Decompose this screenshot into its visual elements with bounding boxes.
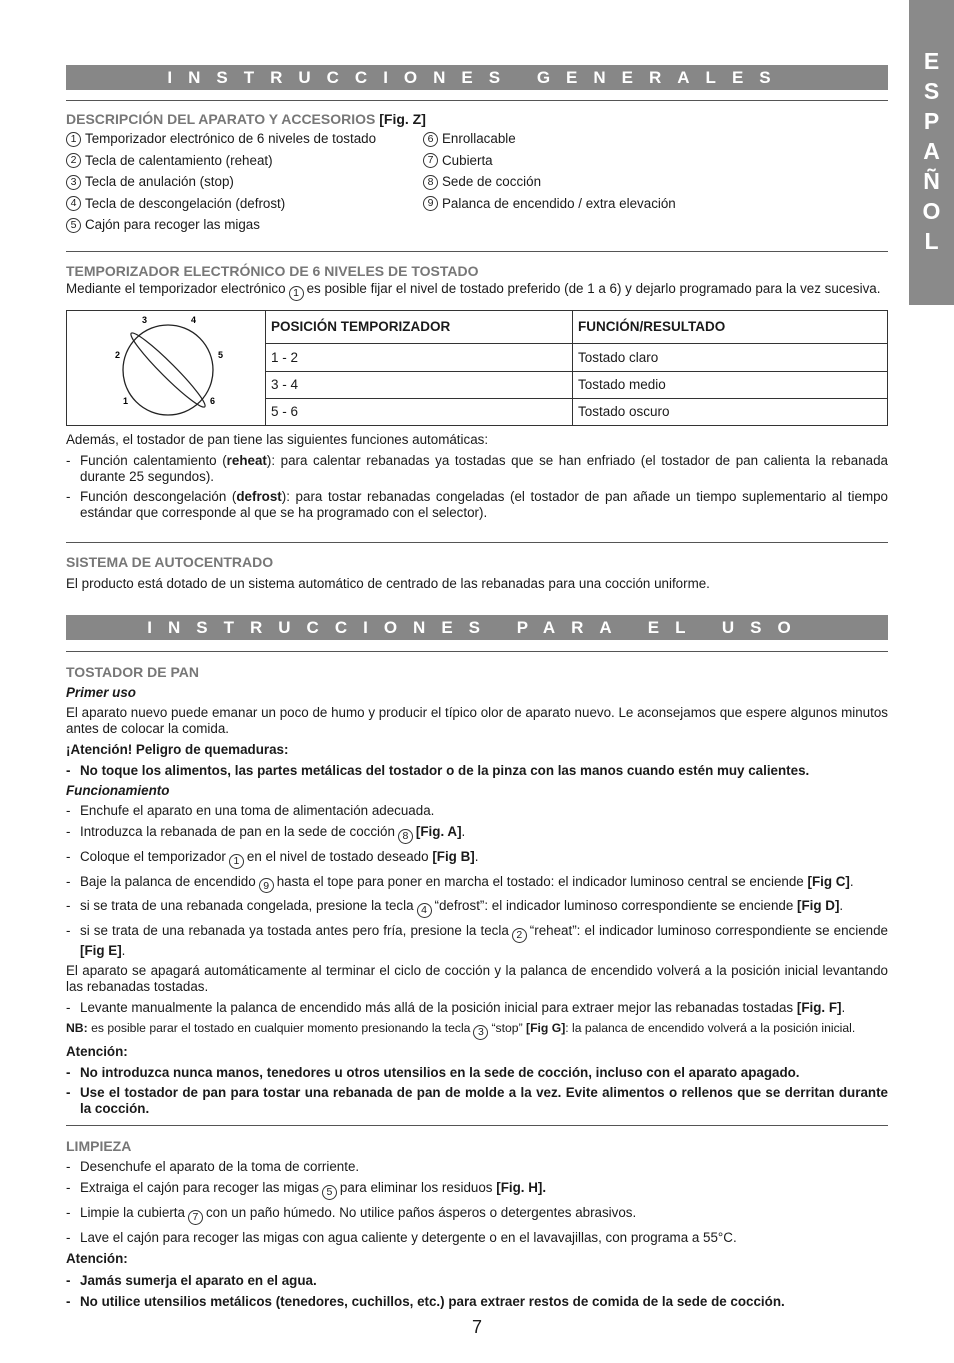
primer-uso-text: El aparato nuevo puede emanar un poco de humo y producir el típico olor de aparato nuevo. Le aconsejamos que espere algunos minutos antes de colocar la comida. xyxy=(66,705,888,736)
divider xyxy=(66,100,888,101)
dial-label: 5 xyxy=(218,350,224,360)
column-header: POSICIÓN TEMPORIZADOR xyxy=(266,311,573,344)
accessory-item: 3 Tecla de anulación (stop) xyxy=(66,174,423,190)
lang-letter: L xyxy=(924,228,939,254)
table-cell: 1 - 2 xyxy=(266,344,573,371)
lang-letter: O xyxy=(922,198,941,224)
timer-intro: Mediante el temporizador electrónico 1 es posible fijar el nivel de tostado preferido (de 1 a 6) y dejarlo programado para la vez sucesiva. xyxy=(66,281,881,299)
accessory-item: 5 Cajón para recoger las migas xyxy=(66,217,423,233)
lang-letter: Ñ xyxy=(923,168,940,194)
dial-label: 3 xyxy=(142,315,148,325)
divider xyxy=(66,651,888,652)
list-item: - Extraiga el cajón para recoger las migas 5 para eliminar los residuos [Fig. H]. xyxy=(66,1180,888,1200)
timer-dial-illustration xyxy=(67,311,265,421)
list-item: - No introduzca nunca manos, tenedores u otros utensilios en la sede de cocción, incluso con el aparato apagado. xyxy=(66,1065,888,1081)
autocentrado-text: El producto está dotado de un sistema automático de centrado de las rebanadas para una cocción uniforme. xyxy=(66,576,710,591)
list-item: - Introduzca la rebanada de pan en la sede de cocción 8 [Fig. A]. xyxy=(66,824,888,844)
accessory-item: 6 Enrollacable xyxy=(423,131,883,147)
lang-letter: A xyxy=(923,138,940,164)
list-item: - Desenchufe el aparato de la toma de corriente. xyxy=(66,1159,888,1175)
table-cell: 5 - 6 xyxy=(266,398,573,425)
limpieza-title: LIMPIEZA xyxy=(66,1138,132,1154)
table-cell: Tostado claro xyxy=(573,344,888,371)
table-cell: Tostado medio xyxy=(573,371,888,398)
list-item: - Coloque el temporizador 1 en el nivel de tostado deseado [Fig B]. xyxy=(66,849,888,869)
funcionamiento-list xyxy=(66,803,888,959)
warning-list xyxy=(66,763,888,779)
accessory-item: 4 Tecla de descongelación (defrost) xyxy=(66,196,423,212)
list-item: - Función descongelación (defrost): para tostar rebanadas congeladas (el tostador de pan añade un tiempo suplementario al tiempo estándar que corresponde al que se ha programado con el selector). xyxy=(66,489,888,521)
description-section xyxy=(66,111,888,233)
accessory-item: 9 Palanca de encendido / extra elevación xyxy=(423,196,883,212)
accessory-item: 2 Tecla de calentamiento (reheat) xyxy=(66,153,423,169)
section-banner-use: INSTRUCCIONES PARA EL USO xyxy=(66,615,888,640)
funcionamiento-heading: Funcionamiento xyxy=(66,783,170,798)
timer-table xyxy=(66,310,888,426)
list-item: - Levante manualmente la palanca de encendido más allá de la posición inicial para extraer mejor las rebanadas tostadas [Fig. F]. xyxy=(66,1000,888,1016)
description-title: DESCRIPCIÓN DEL APARATO Y ACCESORIOS [Fig. Z] xyxy=(66,111,426,127)
list-item: - Use el tostador de pan para tostar una rebanada de pan de molde a la vez. Evite alimentos o rellenos que se derritan durante la cocción. xyxy=(66,1085,888,1117)
timer-table-wrap xyxy=(66,310,888,426)
column-header: FUNCIÓN/RESULTADO xyxy=(573,311,888,344)
list-item: - Enchufe el aparato en una toma de alimentación adecuada. xyxy=(66,803,888,819)
table-header-row xyxy=(67,311,888,344)
lift-list xyxy=(66,1000,888,1016)
tostador-section xyxy=(66,664,888,1121)
list-item: - Jamás sumerja el aparato en el agua. xyxy=(66,1273,888,1289)
language-tab xyxy=(909,0,954,305)
dial-pointer xyxy=(126,328,209,411)
accessory-item: 8 Sede de cocción xyxy=(423,174,883,190)
list-item: - Limpie la cubierta 7 con un paño húmedo. No utilice paños ásperos o detergentes abrasivos. xyxy=(66,1205,888,1225)
accessory-item: 1 Temporizador electrónico de 6 niveles de tostado xyxy=(66,131,423,147)
accessory-item: 7 Cubierta xyxy=(423,153,883,169)
timer-section xyxy=(66,263,888,301)
list-item: - Función calentamiento (reheat): para calentar rebanadas ya tostadas que se han enfriado (el tostador de pan calienta la rebanada durante 25 segundos). xyxy=(66,453,888,485)
page-number: 7 xyxy=(471,1317,482,1337)
autocentrado-section xyxy=(66,554,888,592)
divider xyxy=(66,542,888,543)
divider xyxy=(66,251,888,252)
warning-list xyxy=(66,1065,888,1117)
lang-letter: P xyxy=(923,108,940,134)
auto-list xyxy=(66,453,888,521)
dial-label: 2 xyxy=(115,350,121,360)
list-item: - Baje la palanca de encendido 9 hasta el tope para poner en marcha el tostado: el indicador luminoso central se enciende [Fig C]. xyxy=(66,874,888,894)
divider xyxy=(66,1125,888,1126)
warning-heading: Atención: xyxy=(66,1250,128,1266)
auto-intro: Además, el tostador de pan tiene las siguientes funciones automáticas: xyxy=(66,432,489,447)
auto-functions xyxy=(66,432,888,525)
dial-label: 1 xyxy=(123,396,129,406)
warning-list xyxy=(66,1273,888,1310)
table-cell: 3 - 4 xyxy=(266,371,573,398)
limpieza-list xyxy=(66,1159,888,1246)
lang-letter: S xyxy=(923,78,940,104)
fig-ref: [Fig. Z] xyxy=(379,111,426,127)
dial-circle xyxy=(123,325,216,415)
nb-note: NB: es posible parar el tostado en cualquier momento presionando la tecla 3 “stop” [Fig G]: la palanca de encendido volverá a la posición inicial. xyxy=(66,1020,856,1038)
tostador-title: TOSTADOR DE PAN xyxy=(66,664,200,680)
auto-off-text: El aparato se apagará automáticamente al terminar el ciclo de cocción y la palanca de encendido volverá a la posición inicial levantando las rebanadas tostadas. xyxy=(66,962,888,994)
timer-dial-cell xyxy=(67,311,266,426)
limpieza-section xyxy=(66,1138,888,1314)
list-item: - No utilice utensilios metálicos (tenedores, cuchillos, etc.) para extraer restos de comida de la sede de cocción. xyxy=(66,1294,888,1310)
list-item: - si se trata de una rebanada ya tostada antes pero fría, presione la tecla 2 “reheat”: el indicador luminoso correspondiente se enciende [Fig E]. xyxy=(66,923,888,959)
dial-label: 4 xyxy=(191,315,197,325)
section-banner-general: INSTRUCCIONES GENERALES xyxy=(66,65,888,90)
table-cell: Tostado oscuro xyxy=(573,398,888,425)
timer-title: TEMPORIZADOR ELECTRÓNICO DE 6 NIVELES DE TOSTADO xyxy=(66,263,479,279)
autocentrado-title: SISTEMA DE AUTOCENTRADO xyxy=(66,554,274,570)
lang-letter: E xyxy=(923,48,940,74)
list-item: - No toque los alimentos, las partes metálicas del tostador o de la pinza con las manos cuando estén muy calientes. xyxy=(66,763,888,779)
warning-heading: Atención: xyxy=(66,1043,128,1059)
accessory-list xyxy=(66,131,888,233)
primer-uso-heading: Primer uso xyxy=(66,685,136,700)
dial-label: 6 xyxy=(210,396,216,406)
list-item: - Lave el cajón para recoger las migas con agua caliente y detergente o en el lavavajillas, con programa a 55°C. xyxy=(66,1230,888,1246)
warning-heading: ¡Atención! Peligro de quemaduras: xyxy=(66,742,289,757)
list-item: - si se trata de una rebanada congelada, presione la tecla 4 “defrost”: el indicador luminoso correspondiente se enciende [Fig D]. xyxy=(66,898,888,918)
